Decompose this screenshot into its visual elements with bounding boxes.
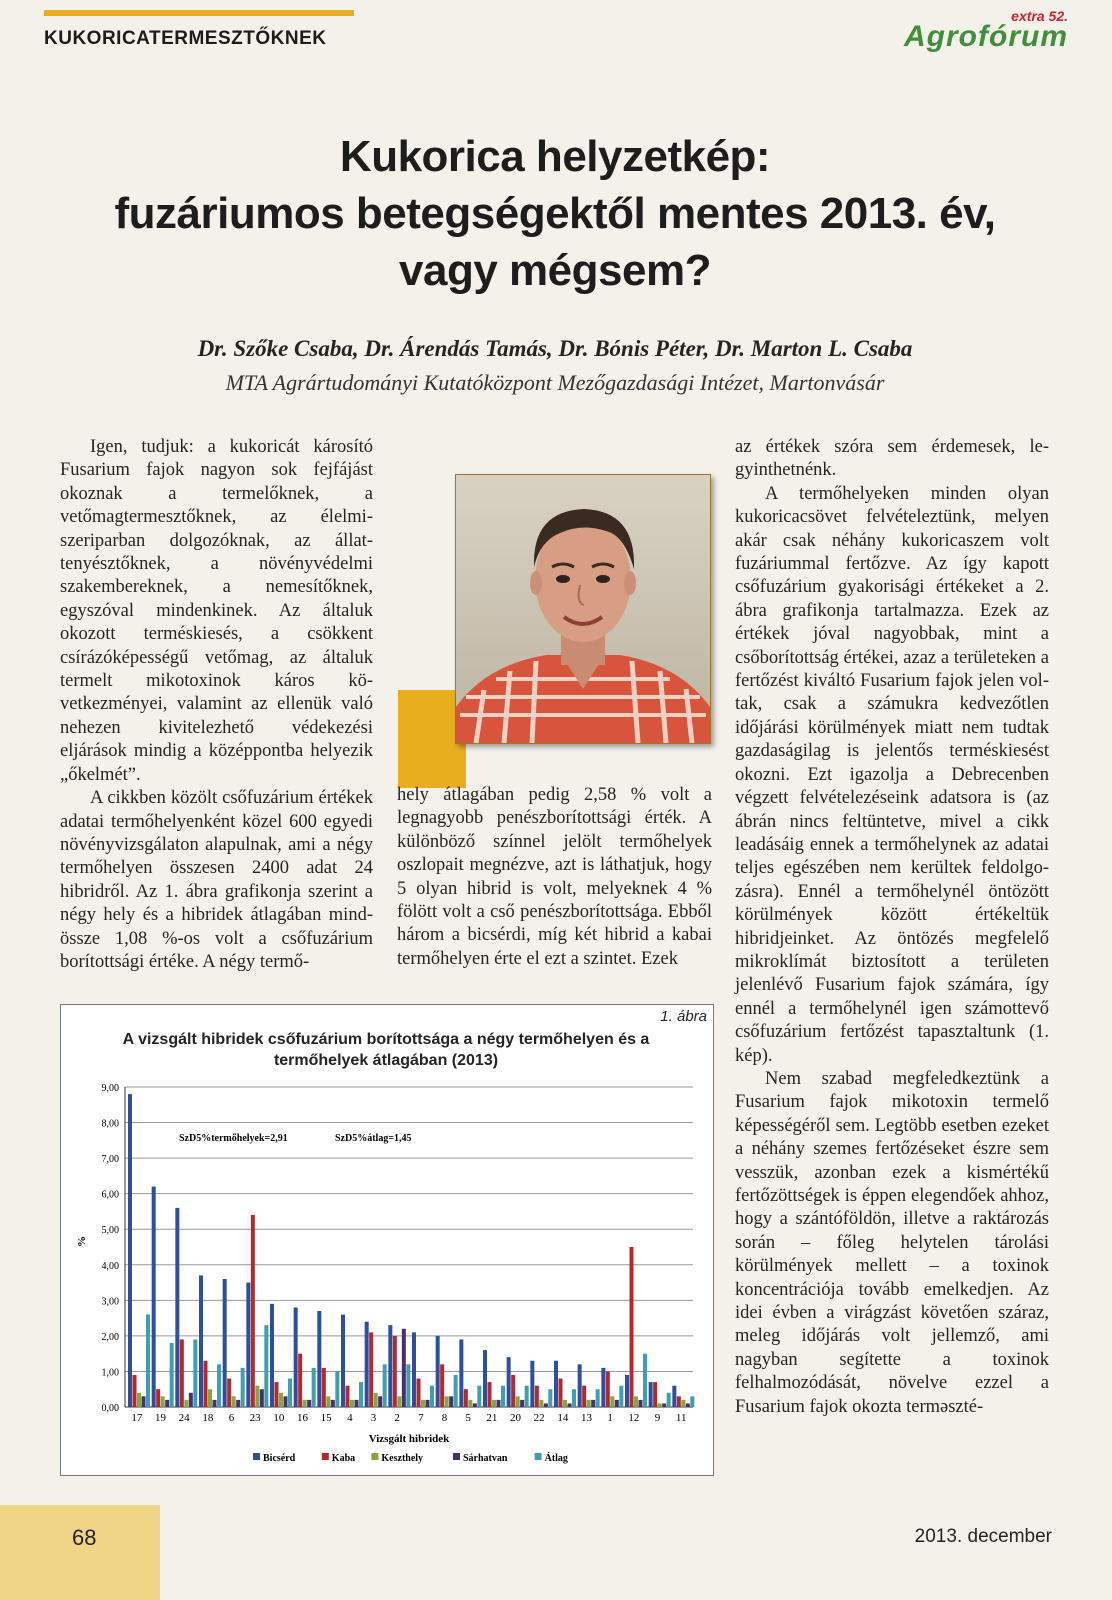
legend-label: Bicsérd — [263, 1453, 296, 1464]
bar-keszthely — [397, 1396, 401, 1407]
x-tick-label: 22 — [533, 1412, 545, 1424]
y-tick-label: 5,00 — [101, 1225, 119, 1237]
x-tick-label: 17 — [131, 1412, 143, 1424]
y-tick-label: 3,00 — [101, 1296, 119, 1308]
x-tick-label: 19 — [155, 1412, 166, 1424]
bar-kaba — [204, 1361, 208, 1407]
bar-kaba — [464, 1389, 468, 1407]
x-tick-label: 14 — [557, 1412, 569, 1424]
bar-sárhatvan — [189, 1393, 193, 1407]
bar-kaba — [582, 1386, 586, 1407]
text-column-2 — [397, 784, 712, 971]
bar-sárhatvan — [686, 1403, 690, 1407]
bar-kaba — [559, 1379, 563, 1407]
bar-bicsérd — [388, 1325, 392, 1407]
bar-sárhatvan — [307, 1400, 311, 1407]
bar-kaba — [417, 1379, 421, 1407]
bar-átlag — [667, 1393, 671, 1407]
bar-keszthely — [208, 1389, 212, 1407]
bar-sárhatvan — [355, 1400, 359, 1407]
annotation-szd-termohelyek: SzD5%termőhelyek=2,91 — [179, 1133, 288, 1144]
bar-keszthely — [445, 1396, 449, 1407]
text-column-1 — [60, 436, 373, 974]
issue-date: 2013. december — [914, 1526, 1052, 1547]
bar-bicsérd — [507, 1357, 511, 1407]
bar-bicsérd — [152, 1187, 156, 1407]
x-tick-label: 3 — [370, 1412, 377, 1424]
bar-keszthely — [658, 1403, 662, 1407]
bar-kaba — [393, 1336, 397, 1407]
legend-label: Keszthely — [381, 1453, 424, 1464]
x-axis-label: Vizsgált hibridek — [368, 1433, 450, 1445]
bar-átlag — [241, 1368, 245, 1407]
bar-sárhatvan — [497, 1400, 501, 1407]
bar-átlag — [477, 1386, 481, 1407]
bar-sárhatvan — [165, 1400, 169, 1407]
bar-bicsérd — [317, 1311, 321, 1407]
bar-kaba — [322, 1368, 326, 1407]
portrait-illustration — [456, 475, 710, 743]
bar-keszthely — [184, 1400, 188, 1407]
legend-swatch — [322, 1453, 329, 1460]
x-tick-label: 15 — [320, 1412, 332, 1424]
paragraph: Nem szabad megfeledkeztünk a Fusarium fajok mikotoxin termelő képességéről sem. Legtöbb esetben ezeket a néhány szemes fertőzéseket észre sem vesszük, azonban ezek a kismértékű fertőzöttségek is éppen elegendőek ahhoz, hogy a szántóföldön, illetve a raktározás során – főleg helytelen tárolási körülmények mellett – a toxinok koncentrációja tovább emelkedjen. Az idei évben a virágzást követően száraz, meleg időjárás volt jellemző, ami nagyban segítette a toxinok felhalmozódását, növelve ezzel a Fusarium fajok okozta terməszté- — [735, 1068, 1049, 1417]
bar-átlag — [383, 1364, 387, 1407]
y-tick-label: 0,00 — [101, 1403, 119, 1414]
figure-chart — [60, 1004, 714, 1476]
bar-sárhatvan — [520, 1400, 524, 1407]
figure-title: A vizsgált hibridek csőfuzárium borítottsága a négy termőhelyen és a termőhelyek átlagában (2013) — [122, 1031, 650, 1069]
bar-keszthely — [563, 1400, 567, 1407]
bar-átlag — [572, 1389, 576, 1407]
bar-kaba — [346, 1386, 350, 1407]
bar-átlag — [288, 1379, 292, 1407]
bar-sárhatvan — [568, 1403, 572, 1407]
bar-kaba — [275, 1382, 279, 1407]
bar-kaba — [369, 1332, 373, 1407]
bar-bicsérd — [246, 1283, 250, 1407]
bar-sárhatvan — [662, 1403, 666, 1407]
x-tick-label: 1 — [607, 1412, 613, 1424]
bar-sárhatvan — [142, 1396, 146, 1407]
bar-keszthely — [421, 1400, 425, 1407]
bar-bicsérd — [578, 1364, 582, 1407]
bar-keszthely — [350, 1400, 354, 1407]
x-tick-label: 12 — [628, 1412, 640, 1424]
bar-sárhatvan — [260, 1389, 264, 1407]
bar-átlag — [406, 1364, 410, 1407]
bar-keszthely — [303, 1400, 307, 1407]
logo-name: Agrofórum — [904, 20, 1068, 53]
bar-kaba — [156, 1389, 160, 1407]
y-axis-label: % — [76, 1236, 88, 1247]
bar-bicsérd — [294, 1307, 298, 1407]
bar-átlag — [548, 1389, 552, 1407]
y-tick-label: 7,00 — [101, 1154, 119, 1166]
paragraph: az értékek szóra sem érdemesek, legyinthetnénk. — [735, 437, 1049, 481]
bar-sárhatvan — [449, 1396, 453, 1407]
y-tick-label: 2,00 — [101, 1331, 119, 1343]
x-tick-label: 13 — [581, 1412, 592, 1424]
bar-bicsérd — [649, 1382, 653, 1407]
x-tick-label: 4 — [347, 1412, 353, 1424]
figure-number: 1. ábra — [660, 1008, 707, 1025]
bar-sárhatvan — [639, 1400, 643, 1407]
x-tick-label: 6 — [228, 1412, 235, 1424]
legend-label: Kaba — [331, 1453, 356, 1464]
bar-keszthely — [610, 1396, 614, 1407]
header-accent-bar — [44, 10, 354, 16]
bar-sárhatvan — [378, 1396, 382, 1407]
bar-kaba — [606, 1371, 610, 1407]
bar-keszthely — [232, 1396, 236, 1407]
bar-kaba — [488, 1382, 492, 1407]
bar-keszthely — [516, 1396, 520, 1407]
legend-swatch — [371, 1453, 378, 1460]
bar-átlag — [525, 1386, 529, 1407]
x-tick-label: 16 — [297, 1412, 308, 1424]
bar-keszthely — [137, 1393, 141, 1407]
x-tick-label: 24 — [178, 1412, 190, 1424]
x-tick-label: 18 — [202, 1412, 214, 1424]
bar-bicsérd — [270, 1304, 274, 1407]
bar-bicsérd — [459, 1339, 463, 1407]
legend-label: Sárhatvan — [463, 1453, 508, 1464]
bar-sárhatvan — [402, 1329, 406, 1407]
x-tick-label: 23 — [249, 1412, 261, 1424]
bar-sárhatvan — [473, 1403, 477, 1407]
author-photo — [455, 474, 711, 744]
bar-sárhatvan — [213, 1400, 217, 1407]
bar-keszthely — [587, 1400, 591, 1407]
paragraph: Igen, tudjuk: a kukoricát károsító Fusarium fajok nagyon sok fejfájást okoznak a termelőknek, a vetőmagtermesztőknek, az élelmiszeriparban dolgozóknak, az állattenyésztőknek, a növényvédelmi szakembereknek, a nemesítőknek, egyszóval mindenkinek. Az általuk okozott terméskiesés, a csökkent csírázóképességű vetőmag, az általuk termelt mikotoxinok káros következményei, valamint az ellenük való nehezen kivitelezhető védekezési eljárások mindig a középpontba helyezik „őkelmét”. — [60, 437, 373, 785]
bar-keszthely — [539, 1400, 543, 1407]
bar-keszthely — [161, 1396, 165, 1407]
bar-keszthely — [492, 1400, 496, 1407]
magazine-logo — [904, 8, 1068, 53]
title-line: vagy mégsem? — [399, 246, 711, 295]
page-number-block — [0, 1505, 160, 1600]
bar-kaba — [535, 1386, 539, 1407]
bar-keszthely — [326, 1396, 330, 1407]
bar-átlag — [170, 1343, 174, 1407]
x-tick-label: 21 — [486, 1412, 498, 1424]
bar-sárhatvan — [236, 1400, 240, 1407]
bar-átlag — [501, 1386, 505, 1407]
logo-extra: extra 52. — [1011, 8, 1068, 24]
y-tick-label: 9,00 — [101, 1083, 119, 1094]
x-tick-label: 5 — [465, 1412, 471, 1424]
bar-sárhatvan — [331, 1400, 335, 1407]
bar-keszthely — [681, 1400, 685, 1407]
bar-kaba — [511, 1375, 515, 1407]
bar-bicsérd — [128, 1094, 132, 1407]
y-tick-label: 4,00 — [101, 1260, 119, 1272]
paragraph: hely átlagában pedig 2,58 % volt a legnagyobb penészborítottsági érték. A különböző színnel jelölt termőhelyek oszlopait megnézve, azt is láthatjuk, hogy 5 olyan hibrid is volt, melyeknek 4 % fölött volt a cső penészborítottsága. Ebből három a bicsérdi, míg két hibrid a kabai termőhelyen érte el ezt a szintet. Ezek — [397, 785, 712, 969]
y-tick-label: 8,00 — [101, 1118, 119, 1130]
legend-swatch — [535, 1453, 542, 1460]
bar-keszthely — [255, 1386, 259, 1407]
article-institute: MTA Agrártudományi Kutatóközpont Mezőgazdasági Intézet, Martonvásár — [225, 370, 885, 395]
bar-bicsérd — [412, 1332, 416, 1407]
bar-bicsérd — [341, 1315, 345, 1407]
article-authors: Dr. Szőke Csaba, Dr. Árendás Tamás, Dr. Bónis Péter, Dr. Marton L. Csaba — [197, 336, 913, 361]
y-tick-label: 6,00 — [101, 1189, 119, 1201]
bar-bicsérd — [554, 1361, 558, 1407]
bar-bicsérd — [223, 1279, 227, 1407]
bar-átlag — [146, 1315, 150, 1407]
bar-átlag — [217, 1364, 221, 1407]
legend-swatch — [253, 1453, 260, 1460]
article-title — [40, 128, 1070, 299]
page-number: 68 — [72, 1525, 97, 1550]
bar-átlag — [454, 1375, 458, 1407]
bar-sárhatvan — [544, 1403, 548, 1407]
bar-bicsérd — [436, 1336, 440, 1407]
bar-kaba — [133, 1375, 137, 1407]
paragraph: A cikkben közölt csőfuzárium értékek adatai termőhelyenként közel 600 egyedi növényvizsgálaton alapulnak, ami a négy termőhelyen összesen 2400 adat 24 hibridről. Az 1. ábra grafikonja szerint a négy hely és a hibridek átlagában mindössze 1,08 %-os volt a csőfuzárium borítottsági értéke. A négy termő- — [60, 788, 373, 972]
paragraph: A termőhelyeken minden olyan kukoricacsövet felvételeztünk, melyen akár csak néhány kukoricaszem volt fuzáriummal fertőzve. Az így kapott csőfuzárium gyakorisági értékeket a 2. ábra grafikonja tartalmazza. Ezek az értékek jóval nagyobbak, mint a csőborítottság értékei, azaz a területeken a fertőzést kiváltó Fusarium fajok jelen voltak, csak a számukra kedvezőtlen időjárási körülmények miatt nem tudtak gazdaságilag is jelentős terméskiesést okozni. Ezt igazolja a Debrecenben végzett felvételezéseink adatsora is (az ábrán nincs feltüntetve, mivel a cikk leadásáig ennek a termőhelynek az adatai teljes egészében nem kerültek feldolgozásra). Ennél a termőhelynél öntözött körülmények között értékeltük hibridjeinket. Az öntözés megfelelő mikroklímát biztosított a területen jelenlévő Fusarium fajok számára, így ennél a termőhelynél igen számottevő csőfuzárium fertőzést tapasztaltunk (1. kép). — [735, 483, 1049, 1066]
bar-átlag — [596, 1389, 600, 1407]
bar-átlag — [643, 1354, 647, 1407]
bar-sárhatvan — [591, 1400, 595, 1407]
bar-bicsérd — [199, 1275, 203, 1407]
x-tick-label: 20 — [510, 1412, 521, 1424]
bar-átlag — [335, 1371, 339, 1407]
bar-sárhatvan — [426, 1400, 430, 1407]
bar-bicsérd — [365, 1322, 369, 1407]
bar-keszthely — [634, 1396, 638, 1407]
x-tick-label: 11 — [675, 1412, 687, 1424]
x-tick-label: 10 — [273, 1412, 285, 1424]
bar-keszthely — [374, 1393, 378, 1407]
bar-keszthely — [279, 1393, 283, 1407]
x-tick-label: 2 — [394, 1412, 400, 1424]
bar-kaba — [630, 1247, 634, 1407]
bar-átlag — [690, 1396, 694, 1407]
x-tick-label: 8 — [441, 1412, 448, 1424]
annotation-szd-atlag: SzD5%átlag=1,45 — [335, 1133, 412, 1144]
title-line: fuzáriumos betegségektől mentes 2013. év, — [114, 189, 996, 238]
bar-átlag — [430, 1386, 434, 1407]
bar-kaba — [653, 1382, 657, 1407]
bar-bicsérd — [672, 1386, 676, 1407]
bar-kaba — [440, 1364, 444, 1407]
bar-bicsérd — [601, 1368, 605, 1407]
bar-kaba — [298, 1354, 302, 1407]
text-column-3 — [735, 436, 1049, 1419]
bar-átlag — [264, 1325, 268, 1407]
bar-kaba — [180, 1339, 184, 1407]
bar-átlag — [312, 1368, 316, 1407]
bar-keszthely — [468, 1400, 472, 1407]
x-tick-label: 9 — [654, 1412, 661, 1424]
bar-bicsérd — [175, 1208, 179, 1407]
title-line: Kukorica helyzetkép: — [339, 132, 771, 181]
bar-kaba — [677, 1396, 681, 1407]
bar-átlag — [359, 1382, 363, 1407]
x-tick-label: 7 — [418, 1412, 424, 1424]
bar-átlag — [619, 1386, 623, 1407]
bar-kaba — [251, 1215, 255, 1407]
bar-sárhatvan — [284, 1396, 288, 1407]
legend-swatch — [453, 1453, 460, 1460]
bar-bicsérd — [530, 1361, 534, 1407]
bar-sárhatvan — [615, 1400, 619, 1407]
bar-kaba — [227, 1379, 231, 1407]
bar-bicsérd — [625, 1375, 629, 1407]
y-tick-label: 1,00 — [101, 1367, 119, 1379]
bar-bicsérd — [483, 1350, 487, 1407]
bar-átlag — [193, 1339, 197, 1407]
section-label: KUKORICATERMESZTŐKNEK — [44, 28, 327, 49]
legend-label: Átlag — [544, 1453, 568, 1464]
bar-chart — [61, 1005, 713, 1475]
